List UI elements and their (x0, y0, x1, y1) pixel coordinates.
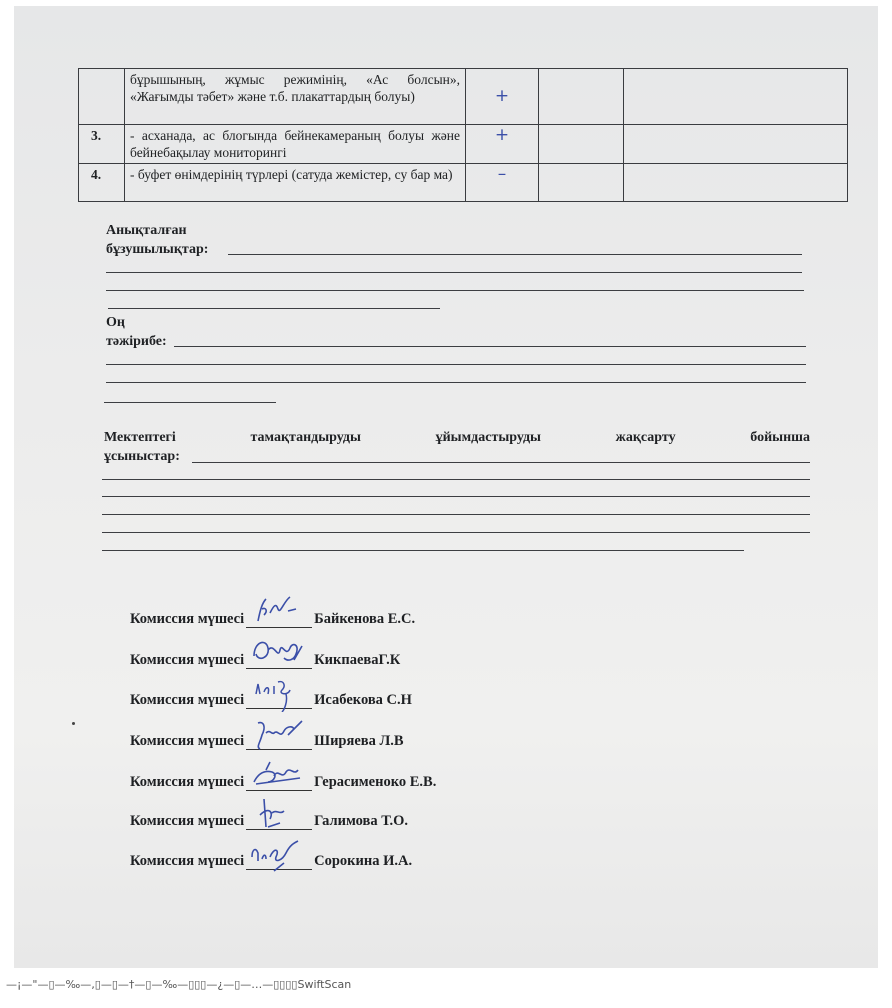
signature-row (130, 769, 436, 791)
scanned-photo (14, 6, 878, 968)
signature-row (130, 647, 400, 669)
handwritten-signature (244, 632, 314, 672)
signature-row (130, 606, 415, 628)
row-criterion: - асханада, ас блогында бейнекамераның болуы және бейнебақылау мониторингі (125, 125, 466, 164)
proposals-word: тамақтандыруды (250, 430, 361, 445)
signature-line (246, 851, 312, 870)
table-row (79, 69, 848, 125)
signature-line (246, 609, 312, 628)
fill-line (106, 364, 806, 365)
fill-line (102, 550, 744, 551)
good-practice-heading-line2: тәжірибе: (106, 334, 167, 349)
signature-line (246, 731, 312, 750)
signature-label: Комиссия мүшесі (130, 774, 245, 790)
handwritten-signature (244, 672, 314, 712)
handwritten-signature (244, 833, 314, 873)
handwritten-signature (244, 754, 314, 794)
signature-label: Комиссия мүшесі (130, 692, 245, 708)
signature-line (246, 650, 312, 669)
signature-row (130, 808, 408, 830)
signature-name: Герасименоко Е.В. (314, 774, 437, 790)
row-number: 4. (79, 164, 125, 202)
fill-line (102, 532, 810, 533)
fill-line (192, 462, 810, 463)
row-number: 3. (79, 125, 125, 164)
signature-name: Исабекова С.Н (314, 692, 412, 708)
fill-line (102, 496, 810, 497)
fill-line (228, 254, 802, 255)
row-cell-empty (624, 164, 848, 202)
fill-line (104, 402, 276, 403)
proposals-word: жақсарту (615, 430, 676, 445)
signature-label: Комиссия мүшесі (130, 652, 245, 668)
fill-line (102, 479, 810, 480)
row-cell-empty (539, 125, 624, 164)
signature-name: КикпаеваГ.К (314, 652, 401, 668)
signature-line (246, 811, 312, 830)
signature-name: Ширяева Л.В (314, 733, 404, 749)
fill-line (108, 308, 440, 309)
proposals-heading-line2: ұсыныстар: (104, 449, 180, 464)
violations-heading (106, 221, 208, 259)
row-criterion: - буфет өнімдерінің түрлері (сатуда жемістер, су бар ма) (125, 164, 466, 202)
proposals-word: бойынша (750, 430, 810, 445)
signature-row (130, 848, 412, 870)
table-row (79, 164, 848, 202)
inspection-table (78, 68, 848, 202)
signature-line (246, 772, 312, 791)
signature-row (130, 687, 412, 709)
row-cell-empty (624, 69, 848, 125)
table-row (79, 125, 848, 164)
fill-line (106, 272, 802, 273)
signature-label: Комиссия мүшесі (130, 733, 245, 749)
document-page (14, 6, 878, 968)
row-criterion: бұрышының, жұмыс режимінің, «Ас болсын», «Жағымды тәбет» және т.б. плакаттардың болуы) (125, 69, 466, 125)
signature-name: Байкенова Е.С. (314, 611, 416, 627)
paper-speck (72, 722, 75, 725)
proposals-heading-line1 (104, 428, 810, 447)
good-practice-heading (106, 313, 167, 351)
row-number (79, 69, 125, 125)
signature-row (130, 728, 404, 750)
fill-line (102, 514, 810, 515)
row-cell-empty (624, 125, 848, 164)
handwritten-signature (244, 793, 314, 833)
proposals-word: Мектептегі (104, 430, 176, 445)
signature-label: Комиссия мүшесі (130, 853, 245, 869)
fill-line (106, 382, 806, 383)
violations-heading-line2: бұзушылықтар: (106, 242, 209, 257)
fill-line (106, 290, 804, 291)
row-mark: + (466, 69, 539, 125)
signature-label: Комиссия мүшесі (130, 611, 245, 627)
handwritten-signature (244, 591, 314, 631)
good-practice-heading-line1: Оң (106, 315, 125, 330)
handwritten-signature (244, 713, 314, 753)
proposals-word: ұйымдастыруды (435, 430, 541, 445)
fill-line (174, 346, 806, 347)
signature-line (246, 690, 312, 709)
signature-name: Галимова Т.О. (314, 813, 408, 829)
scanner-footer: —¡—"—▯—‰—‚▯—▯—†—▯—‰—▯▯▯—¿—▯—…—▯▯▯▯SwiftScan (6, 978, 352, 991)
signature-name: Сорокина И.А. (314, 853, 413, 869)
row-mark: + (466, 125, 539, 164)
row-mark: – (466, 164, 539, 202)
violations-heading-line1: Анықталған (106, 223, 187, 238)
row-cell-empty (539, 164, 624, 202)
proposals-heading (104, 428, 810, 466)
signature-label: Комиссия мүшесі (130, 813, 245, 829)
row-cell-empty (539, 69, 624, 125)
